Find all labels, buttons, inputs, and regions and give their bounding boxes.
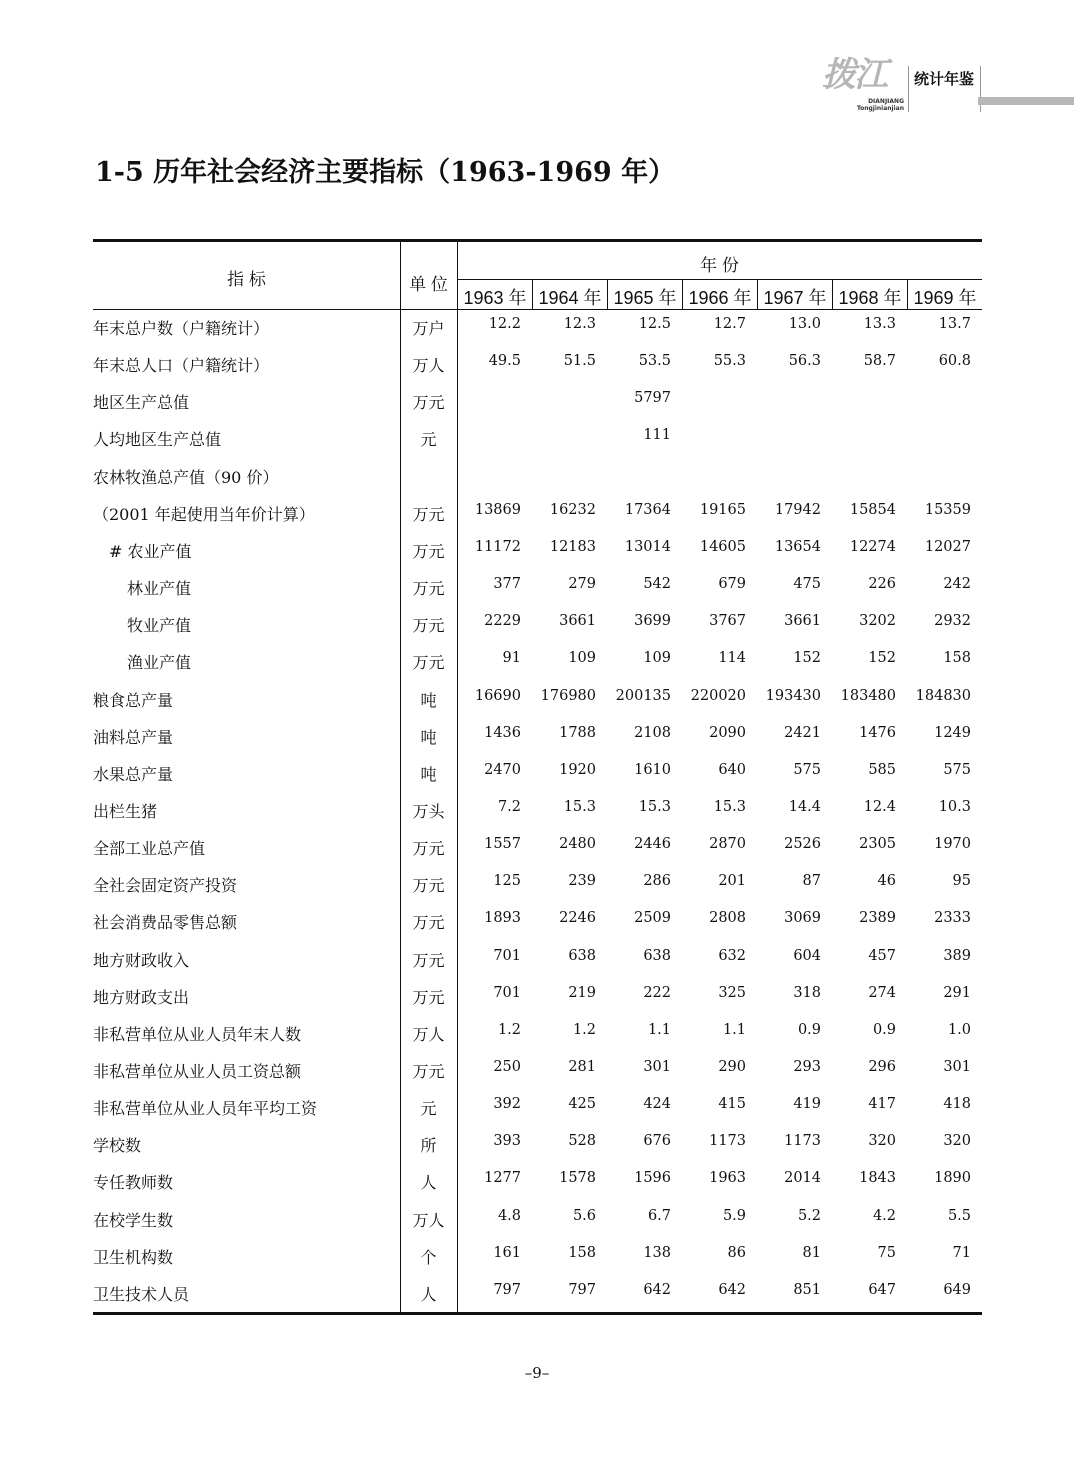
- row-value: 13.7: [938, 316, 971, 332]
- row-value: 19165: [699, 501, 746, 518]
- row-value: 226: [868, 576, 896, 593]
- row-value: 250: [493, 1059, 521, 1075]
- row-value: 3661: [784, 613, 821, 630]
- row-value: 152: [868, 650, 896, 667]
- row-value: 1.1: [722, 1021, 746, 1038]
- row-unit: 万元: [412, 616, 445, 636]
- yearbook-logo: [822, 56, 986, 118]
- logo-pinyin-line: Tongjinianjian: [856, 105, 904, 112]
- row-indicator: # 农业产值: [109, 541, 192, 561]
- row-value: 638: [568, 947, 596, 964]
- row-value: 81: [802, 1244, 821, 1261]
- row-value: 1970: [934, 836, 971, 853]
- table-row: [93, 390, 982, 427]
- row-indicator: 非私营单位从业人员年平均工资: [93, 1099, 318, 1119]
- row-value: 320: [943, 1133, 971, 1150]
- row-indicator: 地区生产总值: [93, 393, 190, 413]
- row-value: 647: [868, 1281, 896, 1298]
- row-value: 475: [793, 576, 821, 593]
- row-value: 2808: [709, 910, 746, 927]
- row-value: 15.3: [563, 798, 596, 815]
- table-row: [93, 948, 982, 985]
- row-value: 13014: [624, 538, 671, 555]
- row-value: 528: [568, 1133, 596, 1150]
- row-value: 1436: [484, 724, 521, 741]
- table-row: [93, 576, 982, 613]
- row-value: 1.1: [647, 1021, 671, 1038]
- row-value: 111: [643, 427, 671, 444]
- row-indicator: 林业产值: [127, 579, 192, 599]
- table-row: [93, 1059, 982, 1096]
- row-value: 87: [802, 873, 821, 890]
- table-row: [93, 427, 982, 464]
- table-row: [93, 1096, 982, 1133]
- row-value: 2480: [559, 836, 596, 853]
- row-value: 15.3: [638, 798, 671, 815]
- row-value: 797: [568, 1281, 596, 1298]
- row-value: 642: [643, 1281, 671, 1298]
- row-indicator: 牧业产值: [127, 616, 192, 636]
- row-value: 184830: [915, 687, 971, 704]
- row-unit: 个: [420, 1247, 437, 1267]
- row-value: 1557: [484, 836, 521, 853]
- row-indicator: 卫生机构数: [93, 1247, 174, 1267]
- header-indicator: 指 标: [227, 270, 266, 289]
- row-value: 417: [868, 1096, 896, 1113]
- row-value: 0.9: [797, 1021, 821, 1038]
- row-value: 425: [568, 1096, 596, 1113]
- row-value: 286: [643, 873, 671, 890]
- row-value: 393: [493, 1133, 521, 1150]
- row-value: 114: [718, 650, 746, 667]
- table-row: [93, 1133, 982, 1170]
- row-value: 12.2: [488, 316, 521, 332]
- row-indicator: （2001 年起使用当年价计算）: [93, 504, 315, 524]
- table-row: [93, 539, 982, 576]
- row-indicator: 地方财政支出: [93, 987, 190, 1007]
- row-unit: 元: [420, 430, 437, 450]
- row-value: 3767: [709, 613, 746, 630]
- table-row: [93, 613, 982, 650]
- page-title: 1-5 历年社会经济主要指标（1963-1969 年）: [95, 157, 676, 188]
- row-value: 17364: [624, 501, 671, 518]
- row-value: 183480: [840, 687, 896, 704]
- row-value: 152: [793, 650, 821, 667]
- table-row: [93, 1282, 982, 1319]
- row-value: 290: [718, 1059, 746, 1075]
- row-value: 1578: [559, 1170, 596, 1187]
- row-value: 2526: [784, 836, 821, 853]
- row-value: 75: [877, 1244, 896, 1261]
- table-row: [93, 1170, 982, 1207]
- table-row: [93, 353, 982, 390]
- row-value: 12.7: [713, 316, 746, 332]
- year-divider: [532, 279, 533, 309]
- table-row: [93, 316, 982, 353]
- row-indicator: 农林牧渔总产值（90 价）: [93, 467, 279, 487]
- table-row: [93, 910, 982, 947]
- row-unit: 吨: [420, 764, 437, 784]
- row-unit: 吨: [420, 690, 437, 710]
- row-value: 222: [643, 984, 671, 1001]
- row-value: 53.5: [638, 353, 671, 370]
- table-row: [93, 1022, 982, 1059]
- row-unit: 所: [420, 1136, 437, 1156]
- row-unit: 元: [420, 1099, 437, 1119]
- row-value: 60.8: [938, 353, 971, 370]
- row-value: 3069: [784, 910, 821, 927]
- row-value: 12183: [549, 538, 596, 555]
- row-value: 325: [718, 984, 746, 1001]
- row-value: 1788: [559, 724, 596, 741]
- row-unit: 万元: [412, 987, 445, 1007]
- row-value: 11172: [474, 538, 521, 555]
- row-value: 2333: [934, 910, 971, 927]
- row-unit: 万元: [412, 1062, 445, 1081]
- header-year: 1963 年: [463, 288, 527, 308]
- row-indicator: 社会消费品零售总额: [93, 913, 238, 933]
- row-value: 640: [718, 761, 746, 778]
- row-value: 161: [493, 1244, 521, 1261]
- logo-text: 统计年鉴: [914, 70, 975, 88]
- row-value: 5.2: [797, 1207, 821, 1224]
- row-value: 125: [493, 873, 521, 890]
- header-year: 1968 年: [838, 288, 902, 308]
- logo-divider: [980, 66, 981, 112]
- row-value: 109: [643, 650, 671, 667]
- row-unit: 万户: [412, 319, 445, 338]
- row-value: 200135: [615, 687, 671, 704]
- row-indicator: 全部工业总产值: [93, 839, 206, 859]
- header-year: 1969 年: [913, 288, 977, 308]
- row-indicator: 年末总人口（户籍统计）: [93, 356, 270, 376]
- row-value: 71: [952, 1244, 971, 1261]
- table-row: [93, 725, 982, 762]
- row-unit: 人: [420, 1173, 437, 1193]
- row-value: 1610: [634, 761, 671, 778]
- row-value: 2108: [634, 724, 671, 741]
- row-value: 16232: [549, 501, 596, 518]
- row-value: 2446: [634, 836, 671, 853]
- row-value: 415: [718, 1096, 746, 1113]
- row-value: 14605: [699, 538, 746, 555]
- row-value: 158: [943, 650, 971, 667]
- row-value: 632: [718, 947, 746, 964]
- row-value: 138: [643, 1244, 671, 1261]
- row-value: 2932: [934, 613, 971, 630]
- table-top-rule: [93, 239, 982, 242]
- row-value: 239: [568, 873, 596, 890]
- row-value: 109: [568, 650, 596, 667]
- row-value: 419: [793, 1096, 821, 1113]
- row-value: 281: [568, 1059, 596, 1075]
- row-indicator: 非私营单位从业人员年末人数: [93, 1024, 302, 1044]
- row-value: 12.5: [638, 316, 671, 332]
- row-indicator: 粮食总产量: [93, 690, 174, 710]
- row-value: 15.3: [713, 798, 746, 815]
- header-year: 1964 年: [538, 288, 602, 308]
- header-bar: [978, 97, 1074, 105]
- row-value: 13.3: [863, 316, 896, 332]
- row-value: 1843: [859, 1170, 896, 1187]
- row-value: 3699: [634, 613, 671, 630]
- header-year: 1967 年: [763, 288, 827, 308]
- row-indicator: 水果总产量: [93, 764, 174, 784]
- row-value: 86: [727, 1244, 746, 1261]
- row-value: 377: [493, 576, 521, 593]
- row-value: 2246: [559, 910, 596, 927]
- row-value: 158: [568, 1244, 596, 1261]
- row-value: 5.5: [947, 1207, 971, 1224]
- row-value: 575: [943, 761, 971, 778]
- row-indicator: 在校学生数: [93, 1210, 174, 1230]
- table-row: [93, 985, 982, 1022]
- row-value: 296: [868, 1059, 896, 1075]
- row-unit: 万元: [412, 393, 445, 413]
- row-value: 392: [493, 1096, 521, 1113]
- page-number: –9–: [524, 1364, 550, 1382]
- row-value: 2305: [859, 836, 896, 853]
- row-value: 389: [943, 947, 971, 964]
- header-years-group: 年 份: [700, 256, 739, 275]
- row-value: 1.2: [572, 1021, 596, 1038]
- row-value: 4.2: [872, 1207, 896, 1224]
- row-unit: 万头: [412, 801, 445, 821]
- row-value: 585: [868, 761, 896, 778]
- row-value: 2509: [634, 910, 671, 927]
- row-value: 1173: [709, 1133, 746, 1150]
- row-value: 542: [643, 576, 671, 593]
- row-unit: 万元: [412, 913, 445, 933]
- row-value: 13654: [774, 538, 821, 555]
- row-value: 457: [868, 947, 896, 964]
- row-indicator: 学校数: [93, 1136, 142, 1156]
- row-value: 851: [793, 1281, 821, 1298]
- row-value: 418: [943, 1096, 971, 1113]
- logo-pinyin-line: DIANJIANG: [868, 98, 904, 105]
- table-row: [93, 836, 982, 873]
- table-row: [93, 799, 982, 836]
- row-value: 301: [643, 1059, 671, 1075]
- row-indicator: 油料总产量: [93, 727, 174, 747]
- row-unit: 万元: [412, 579, 445, 599]
- row-value: 1249: [934, 724, 971, 741]
- row-value: 4.8: [497, 1207, 521, 1224]
- row-value: 46: [877, 873, 896, 890]
- row-value: 293: [793, 1059, 821, 1075]
- year-divider: [757, 279, 758, 309]
- row-value: 676: [643, 1133, 671, 1150]
- row-value: 219: [568, 984, 596, 1001]
- header-divider: [457, 279, 982, 280]
- header-unit: 单 位: [409, 275, 448, 294]
- row-value: 49.5: [488, 353, 521, 370]
- year-divider: [907, 279, 908, 309]
- row-value: 679: [718, 576, 746, 593]
- year-divider: [682, 279, 683, 309]
- row-value: 1890: [934, 1170, 971, 1187]
- row-unit: 万元: [412, 950, 445, 970]
- row-value: 13869: [474, 501, 521, 518]
- row-value: 1920: [559, 761, 596, 778]
- row-value: 13.0: [788, 316, 821, 332]
- row-value: 701: [493, 947, 521, 964]
- row-value: 291: [943, 984, 971, 1001]
- row-value: 17942: [774, 501, 821, 518]
- row-value: 2421: [784, 724, 821, 741]
- row-value: 5797: [634, 390, 671, 407]
- row-value: 320: [868, 1133, 896, 1150]
- row-indicator: 非私营单位从业人员工资总额: [93, 1062, 302, 1081]
- row-unit: 万元: [412, 653, 445, 673]
- row-unit: 人: [420, 1284, 437, 1304]
- table-row: [93, 873, 982, 910]
- row-indicator: 出栏生猪: [93, 801, 158, 821]
- row-value: 2229: [484, 613, 521, 630]
- row-value: 604: [793, 947, 821, 964]
- row-value: 3202: [859, 613, 896, 630]
- row-value: 176980: [540, 687, 596, 704]
- row-value: 7.2: [497, 798, 521, 815]
- row-value: 274: [868, 984, 896, 1001]
- row-value: 56.3: [788, 353, 821, 370]
- row-value: 1173: [784, 1133, 821, 1150]
- row-value: 6.7: [647, 1207, 671, 1224]
- row-value: 2470: [484, 761, 521, 778]
- row-value: 701: [493, 984, 521, 1001]
- table-row: [93, 465, 982, 502]
- row-unit: 万元: [412, 541, 445, 561]
- logo-calligraphy: 拨江: [822, 55, 886, 95]
- row-value: 95: [952, 873, 971, 890]
- row-value: 12.4: [863, 798, 896, 815]
- row-value: 1596: [634, 1170, 671, 1187]
- logo-divider: [908, 66, 909, 112]
- row-value: 1476: [859, 724, 896, 741]
- row-unit: 吨: [420, 727, 437, 747]
- row-value: 193430: [765, 687, 821, 704]
- row-value: 16690: [474, 687, 521, 704]
- row-value: 10.3: [938, 798, 971, 815]
- row-value: 2870: [709, 836, 746, 853]
- row-value: 1277: [484, 1170, 521, 1187]
- row-unit: 万人: [412, 1210, 445, 1230]
- row-value: 12274: [849, 538, 896, 555]
- row-value: 201: [718, 873, 746, 890]
- row-value: 1.2: [497, 1021, 521, 1038]
- row-value: 279: [568, 576, 596, 593]
- table-row: [93, 1208, 982, 1245]
- logo-pinyin: [852, 98, 904, 112]
- row-indicator: 人均地区生产总值: [93, 430, 222, 450]
- row-value: 14.4: [788, 798, 821, 815]
- header-year: 1965 年: [613, 288, 677, 308]
- row-value: 220020: [690, 687, 746, 704]
- row-value: 2090: [709, 724, 746, 741]
- row-value: 242: [943, 576, 971, 593]
- row-unit: 万元: [412, 839, 445, 859]
- row-value: 1.0: [947, 1021, 971, 1038]
- row-value: 649: [943, 1281, 971, 1298]
- row-value: 5.6: [572, 1207, 596, 1224]
- row-value: 2389: [859, 910, 896, 927]
- row-value: 2014: [784, 1170, 821, 1187]
- row-indicator: 专任教师数: [93, 1173, 174, 1193]
- row-unit: 万元: [412, 876, 445, 896]
- year-divider: [832, 279, 833, 309]
- row-value: 12.3: [563, 316, 596, 332]
- row-indicator: 渔业产值: [127, 653, 192, 673]
- row-value: 0.9: [872, 1021, 896, 1038]
- row-value: 642: [718, 1281, 746, 1298]
- row-indicator: 地方财政收入: [93, 950, 190, 970]
- row-value: 5.9: [722, 1207, 746, 1224]
- row-value: 15359: [924, 501, 971, 518]
- table-row: [93, 1245, 982, 1282]
- row-value: 58.7: [863, 353, 896, 370]
- row-value: 91: [502, 650, 521, 667]
- row-indicator: 年末总户数（户籍统计）: [93, 319, 270, 338]
- header-year: 1966 年: [688, 288, 752, 308]
- row-value: 797: [493, 1281, 521, 1298]
- row-indicator: 全社会固定资产投资: [93, 876, 238, 896]
- row-unit: 万人: [412, 356, 445, 376]
- row-value: 1963: [709, 1170, 746, 1187]
- row-indicator: 卫生技术人员: [93, 1284, 190, 1304]
- row-unit: 万元: [412, 504, 445, 524]
- row-value: 318: [793, 984, 821, 1001]
- table-row: [93, 502, 982, 539]
- row-value: 424: [643, 1096, 671, 1113]
- row-value: 1893: [484, 910, 521, 927]
- year-divider: [607, 279, 608, 309]
- row-value: 3661: [559, 613, 596, 630]
- row-value: 15854: [849, 501, 896, 518]
- row-value: 12027: [924, 538, 971, 555]
- row-unit: 万人: [412, 1024, 445, 1044]
- row-value: 575: [793, 761, 821, 778]
- row-value: 55.3: [713, 353, 746, 370]
- row-value: 638: [643, 947, 671, 964]
- table-row: [93, 650, 982, 687]
- table-row: [93, 688, 982, 725]
- row-value: 301: [943, 1059, 971, 1075]
- row-value: 51.5: [563, 353, 596, 370]
- table-row: [93, 762, 982, 799]
